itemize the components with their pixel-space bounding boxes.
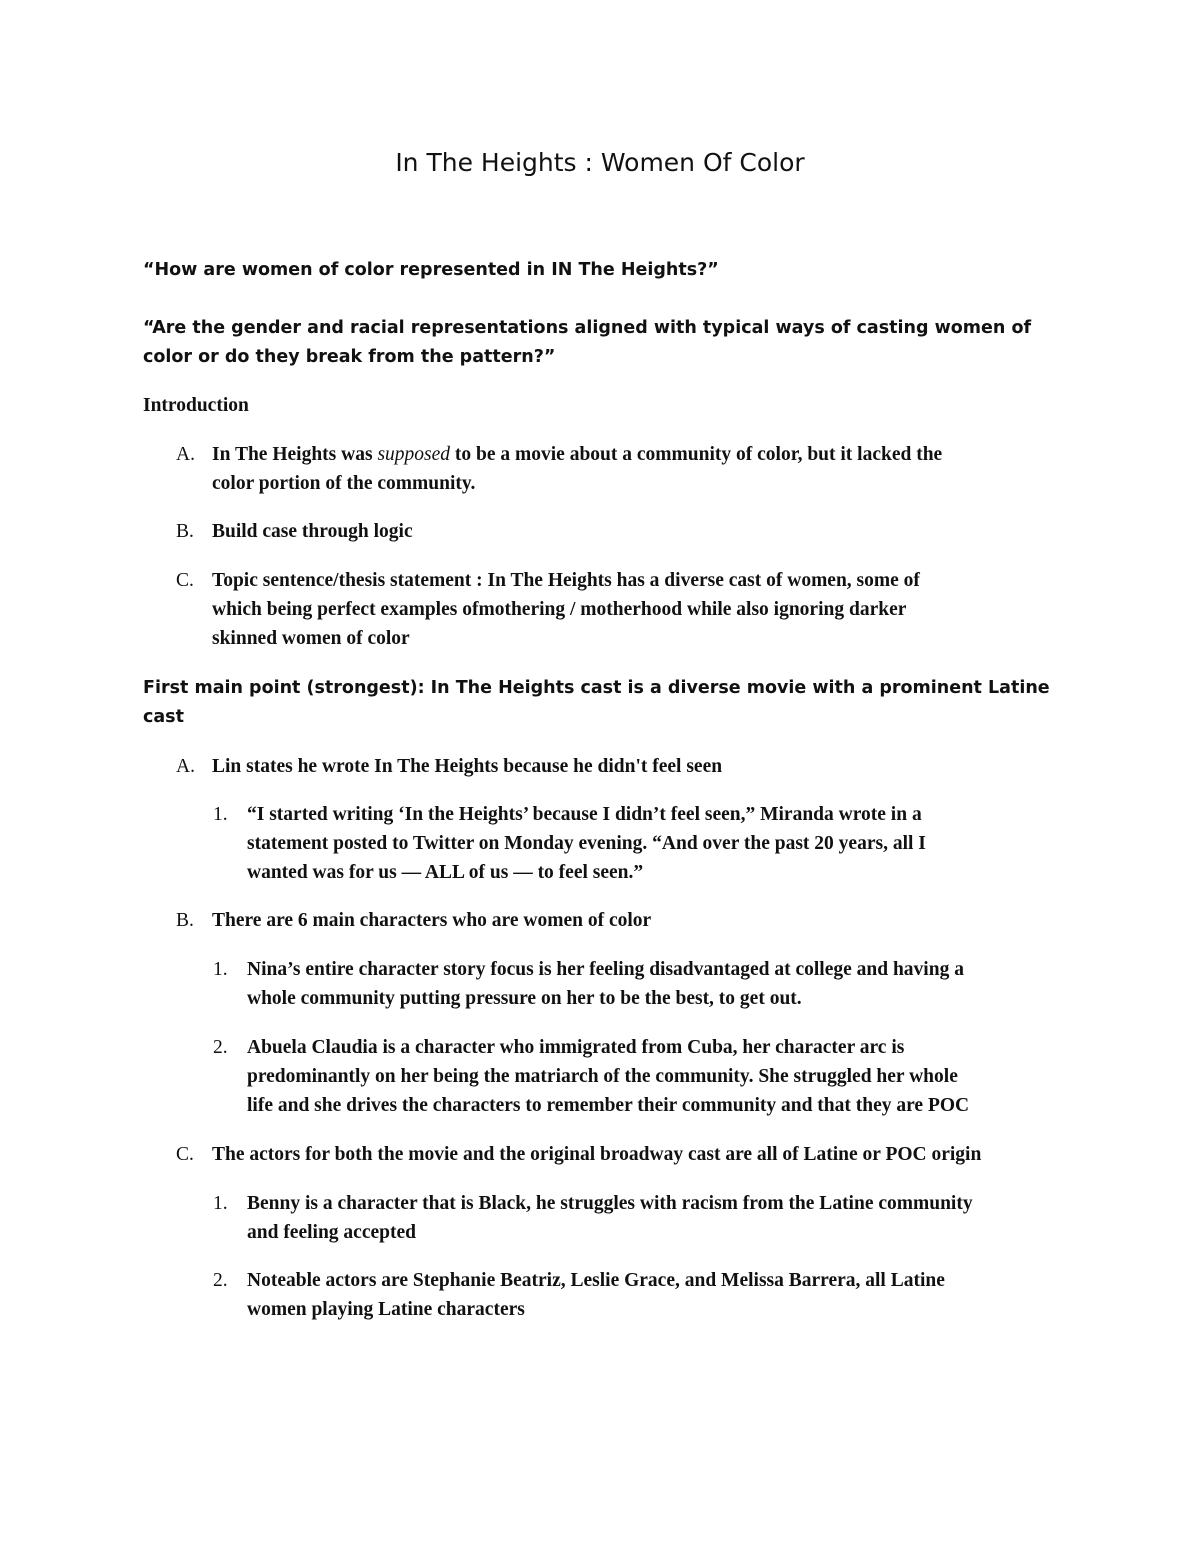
intro-item-b-marker: B.: [176, 521, 194, 542]
point-c-sub-1-line-2: and feeling accepted: [247, 1222, 416, 1243]
intro-item-b: Build case through logic: [212, 521, 413, 542]
point-a-sub-1-line-1: “I started writing ‘In the Heights’ because I didn’t feel seen,” Miranda wrote in a: [247, 804, 922, 825]
intro-item-a-line-1: [212, 440, 942, 469]
point-c-sub-2-line-2: women playing Latine characters: [247, 1299, 525, 1320]
research-question-1: “How are women of color represented in IN The Heights?”: [143, 260, 719, 280]
point-b-sub-2-line-3: life and she drives the characters to remember their community and that they are POC: [247, 1095, 970, 1116]
intro-item-a-text-before: In The Heights was: [212, 444, 378, 465]
point-b-sub-1-marker: 1.: [213, 959, 228, 980]
first-main-point-heading-line-2: cast: [143, 707, 184, 727]
point-a-sub-1-line-2: statement posted to Twitter on Monday evening. “And over the past 20 years, all I: [247, 833, 926, 854]
first-main-point-heading-line-1: First main point (strongest): In The Heights cast is a diverse movie with a prominent Latine: [143, 678, 1050, 698]
point-c-sub-1-line-1: Benny is a character that is Black, he struggles with racism from the Latine community: [247, 1193, 973, 1214]
research-question-2-line-1: “Are the gender and racial representations aligned with typical ways of casting women of: [143, 318, 1032, 338]
point-b-sub-2: [247, 1033, 969, 1120]
point-b-sub-1-line-2: whole community putting pressure on her to be the best, to get out.: [247, 988, 802, 1009]
point-c-sub-2: [247, 1266, 945, 1324]
point-b-sub-1-line-1: Nina’s entire character story focus is her feeling disadvantaged at college and having a: [247, 959, 964, 980]
point-b-marker: B.: [176, 910, 194, 931]
intro-item-a-emphasis: supposed: [377, 444, 451, 465]
intro-item-c-line-2: which being perfect examples ofmothering / motherhood while also ignoring darker: [212, 599, 907, 620]
point-b: There are 6 main characters who are women of color: [212, 910, 652, 931]
point-c-sub-2-marker: 2.: [213, 1270, 228, 1291]
intro-item-a: [212, 440, 942, 498]
point-a-marker: A.: [176, 756, 195, 777]
point-a-sub-1: [247, 800, 926, 887]
intro-item-c-line-1: Topic sentence/thesis statement : In The Heights has a diverse cast of women, some of: [212, 570, 920, 591]
intro-item-a-marker: A.: [176, 444, 195, 465]
intro-item-a-line-2: color portion of the community.: [212, 473, 476, 494]
research-question-2: [143, 314, 1031, 372]
point-c-marker: C.: [176, 1144, 194, 1165]
point-b-sub-1: [247, 955, 964, 1013]
point-b-sub-2-marker: 2.: [213, 1037, 228, 1058]
first-main-point-heading: [143, 674, 1050, 732]
intro-item-c-marker: C.: [176, 570, 194, 591]
point-a-sub-1-marker: 1.: [213, 804, 228, 825]
page-title: In The Heights : Women Of Color: [395, 148, 805, 177]
point-a: Lin states he wrote In The Heights because he didn't feel seen: [212, 756, 723, 777]
point-c-sub-2-line-1: Noteable actors are Stephanie Beatriz, Leslie Grace, and Melissa Barrera, all Latine: [247, 1270, 945, 1291]
point-c-sub-1-marker: 1.: [213, 1193, 228, 1214]
point-b-sub-2-line-2: predominantly on her being the matriarch of the community. She struggled her whole: [247, 1066, 958, 1087]
point-a-sub-1-line-3: wanted was for us — ALL of us — to feel seen.”: [247, 862, 644, 883]
introduction-heading: Introduction: [143, 395, 249, 416]
point-c-sub-1: [247, 1189, 973, 1247]
intro-item-c-line-3: skinned women of color: [212, 628, 410, 649]
research-question-2-line-2: color or do they break from the pattern?”: [143, 347, 556, 367]
point-c: The actors for both the movie and the original broadway cast are all of Latine or POC origin: [212, 1144, 982, 1165]
intro-item-a-text-after: to be a movie about a community of color, but it lacked the: [450, 444, 943, 465]
point-b-sub-2-line-1: Abuela Claudia is a character who immigrated from Cuba, her character arc is: [247, 1037, 905, 1058]
intro-item-c: [212, 566, 920, 653]
